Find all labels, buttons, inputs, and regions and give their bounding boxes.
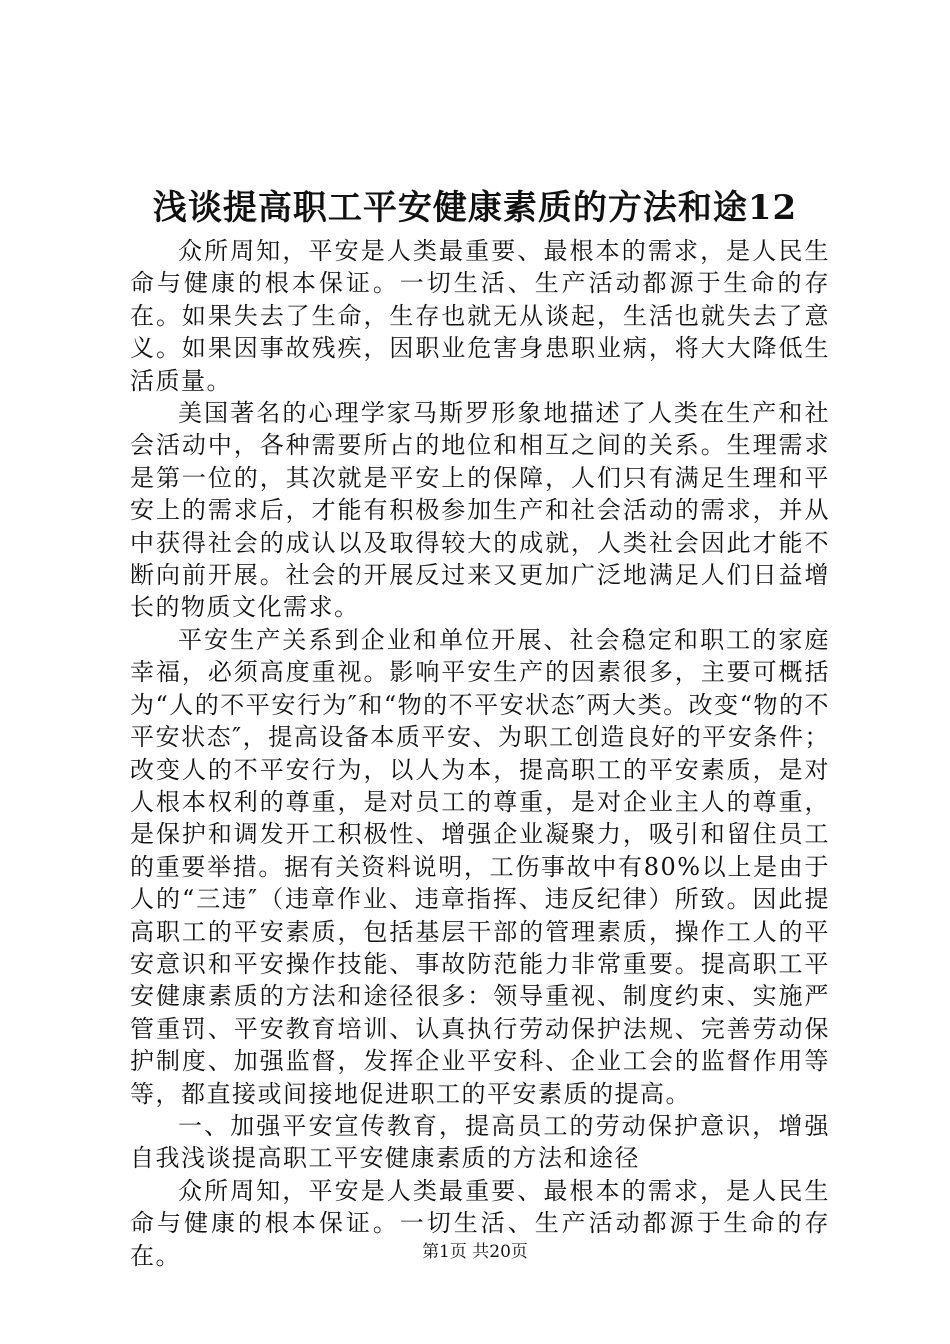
page-number-footer: 第1页 共20页 <box>422 1242 528 1262</box>
paragraph: 一、加强平安宣传教育，提高员工的劳动保护意识，增强自我浅谈提高职工平安健康素质的方法和途径 <box>130 1111 830 1173</box>
paragraph: 平安生产关系到企业和单位开展、社会稳定和职工的家庭幸福，必须高度重视。影响平安生产的因素很多，主要可概括为“人的不平安行为″和“物的不平安状态″两大类。改变“物的不平安状态″，提高设备本质平安、为职工创造良好的平安条件；改变人的不平安行为，以人为本，提高职工的平安素质，是对人根本权利的尊重，是对员工的尊重，是对企业主人的尊重，是保护和调发开工积极性、增强企业凝聚力，吸引和留住员工的重要举措。据有关资料说明，工伤事故中有80%以上是由于人的“三违″（违章作业、违章指挥、违反纪律）所致。因此提高职工的平安素质，包括基层干部的管理素质，操作工人的平安意识和平安操作技能、事故防范能力非常重要。提高职工平安健康素质的方法和途径很多：领导重视、制度约束、实施严管重罚、平安教育培训、认真执行劳动保护法规、完善劳动保护制度、加强监督，发挥企业平安科、企业工会的监督作用等等，都直接或间接地促进职工的平安素质的提高。 <box>130 625 830 1108</box>
paragraph: 众所周知，平安是人类最重要、最根本的需求，是人民生命与健康的根本保证。一切生活、生产活动都源于生命的存在。如果失去了生命，生存也就无从谈起，生活也就失去了意义。如果因事故残疾，因职业危害身患职业病，将大大降低生活质量。 <box>130 237 830 395</box>
paragraph: 美国著名的心理学家马斯罗形象地描述了人类在生产和社会活动中，各种需要所占的地位和相互之间的关系。生理需求是第一位的，其次就是平安上的保障，人们只有满足生理和平安上的需求后，才能有积极参加生产和社会活动的需求，并从中获得社会的成认以及取得较大的成就，人类社会因此才能不断向前开展。社会的开展反过来又更加广泛地满足人们日益增长的物质文化需求。 <box>130 399 830 622</box>
document-title: 浅谈提高职工平安健康素质的方法和途12 <box>152 188 798 228</box>
document-body <box>130 235 830 1272</box>
paragraph: 众所周知，平安是人类最重要、最根本的需求，是人民生命与健康的根本保证。一切生活、生产活动都源于生命的存在。 <box>130 1176 830 1270</box>
